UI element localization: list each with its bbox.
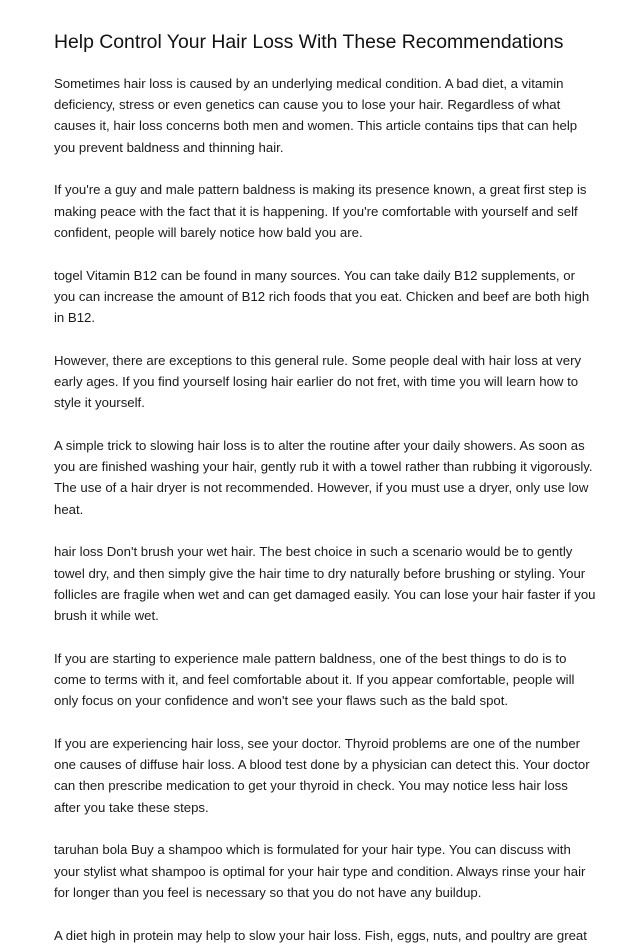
text-line: towel dry, and then simply give the hair time to dry naturally before brushing or styling. Your [54,565,586,581]
paragraph-3 [54,265,590,329]
text-line: A diet high in protein may help to slow your hair loss. Fish, eggs, nuts, and poultry are great [54,927,587,943]
paragraph-7 [54,648,586,712]
text-line: come to terms with it, and feel comfortable about it. If you appear comfortable, people will [54,672,575,688]
text-line: you can increase the amount of B12 rich foods that you eat. Chicken and beef are both high [54,288,590,304]
page-title: Help Control Your Hair Loss With These Recommendations [54,31,564,53]
text-line: hair loss Don't brush your wet hair. The best choice in such a scenario would be to gently [54,544,573,560]
paragraph-5 [54,435,593,520]
text-line: If you are experiencing hair loss, see your doctor. Thyroid problems are one of the number [54,736,581,752]
text-line: you prevent baldness and thinning hair. [54,139,284,155]
text-line: in B12. [54,310,96,326]
text-line: you are finished washing your hair, gently rub it with a towel rather than rubbing it vigorously. [54,459,593,475]
paragraph-10 [54,925,586,946]
text-line: confident, people will barely notice how bald you are. [54,224,363,240]
text-line: togel Vitamin B12 can be found in many sources. You can take daily B12 supplements, or [54,267,575,283]
text-line: deficiency, stress or even genetics can cause you to lose your hair. Regardless of what [54,97,561,113]
text-line: If you're a guy and male pattern baldness is making its presence known, a great first step is [54,182,587,198]
paragraph-2 [54,179,586,243]
text-line: follicles are fragile when wet and can get damaged easily. You can lose your hair faster if you [54,586,596,602]
text-line: can then prescribe medication to get your thyroid in check. You may notice less hair loss [54,778,568,794]
text-line: only focus on your confidence and won't see your flaws such as the bald spot. [54,693,509,709]
text-line: your stylist what shampoo is optimal for your hair type and condition. Always rinse your hair [54,863,586,879]
paragraph-1 [54,73,586,158]
text-line: However, there are exceptions to this general rule. Some people deal with hair loss at very [54,352,582,368]
paragraph-9 [54,839,586,903]
paragraph-6 [54,541,596,626]
text-line: heat. [54,501,84,517]
text-line: Sometimes hair loss is caused by an underlying medical condition. A bad diet, a vitamin [54,76,564,91]
text-line: The use of a hair dryer is not recommended. However, if you must use a dryer, only use low [54,480,589,496]
text-line: making peace with the fact that it is happening. If you're comfortable with yourself and self [54,203,578,219]
text-line: style it yourself. [54,395,145,411]
text-line: one causes of diffuse hair loss. A blood test done by a physician can detect this. Your doctor [54,757,590,773]
text-line: taruhan bola Buy a shampoo which is formulated for your hair type. You can discuss with [54,842,571,858]
text-line: If you are starting to experience male pattern baldness, one of the best things to do is to [54,650,567,666]
text-line: early ages. If you find yourself losing hair earlier do not fret, with time you will learn how to [54,374,579,390]
text-line: brush it while wet. [54,608,159,624]
text-line: for longer than you feel is necessary so that you do not have any buildup. [54,884,482,900]
text-line: causes it, hair loss concerns both men and women. This article contains tips that can help [54,118,578,134]
text-line: after you take these steps. [54,799,209,815]
paragraph-4 [54,350,586,414]
text-line: A simple trick to slowing hair loss is to alter the routine after your daily showers. As soon as [54,438,585,454]
paragraph-8 [54,733,590,818]
